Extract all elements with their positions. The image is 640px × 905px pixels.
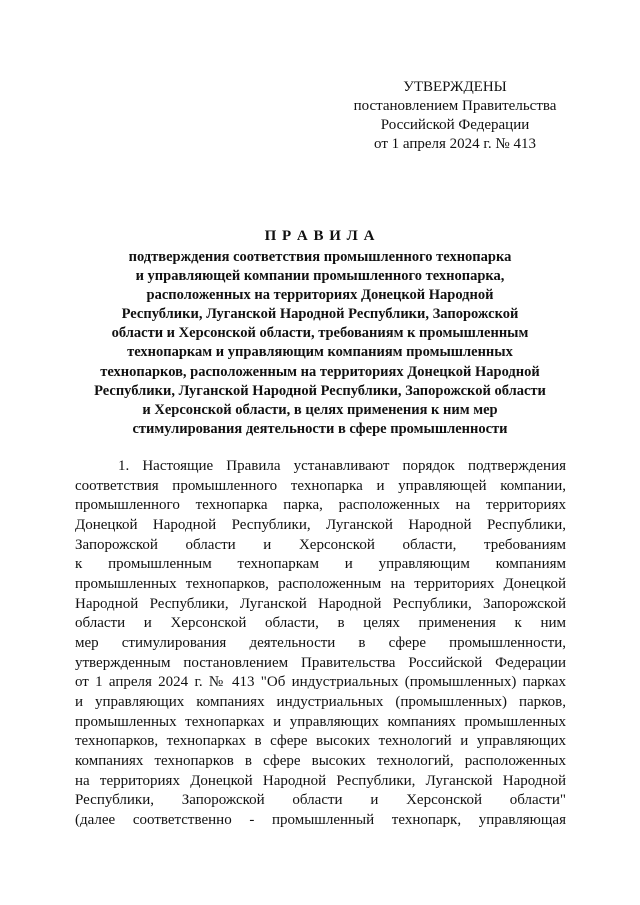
body-line: от 1 апреля 2024 г. № 413 "Об индустриальных (промышленных) парках [75, 674, 566, 691]
subtitle-line: области и Херсонской области, требованиям к промышленным [111, 325, 529, 342]
subtitle-line: расположенных на территориях Донецкой Народной [146, 287, 494, 304]
approval-line: Российской Федерации [380, 117, 530, 133]
body-line: промышленного технопарка парка, расположенных на территориях [75, 497, 566, 514]
subtitle-line: подтверждения соответствия промышленного технопарка [128, 249, 512, 265]
subtitle-line: технопарков, расположенным на территориях Донецкой Народной [100, 363, 540, 380]
subtitle-line: и Херсонской области, в целях применения к ним мер [142, 401, 498, 418]
approval-stamp [345, 78, 565, 154]
subtitle-line: Республики, Луганской Народной Республики, Запорожской области [94, 382, 546, 399]
body-line: Запорожской области и Херсонской области, требованиям [75, 536, 566, 553]
body-line: соответствия промышленного технопарка и управляющей компании, [75, 477, 566, 494]
subtitle-line: и управляющей компании промышленного технопарка, [135, 268, 505, 285]
body-line: Народной Республики, Луганской Народной Республики, Запорожской [75, 595, 566, 612]
body-line: промышленных технопарках и управляющих компаниях промышленных [75, 713, 566, 730]
approval-line: от 1 апреля 2024 г. № 413 [374, 136, 536, 152]
body-paragraph [75, 457, 566, 830]
body-line: к промышленным технопаркам и управляющим компаниям [75, 556, 566, 573]
document-title: П Р А В И Л А [264, 228, 376, 244]
body-line: Республики, Запорожской области и Херсонской области" [75, 792, 566, 809]
body-line: и управляющих компаниях индустриальных (промышленных) парков, [75, 693, 566, 710]
body-line: (далее соответственно - промышленный технопарк, управляющая [75, 811, 566, 828]
body-line: на территориях Донецкой Народной Республики, Луганской Народной [75, 772, 566, 789]
subtitle-line: стимулирования деятельности в сфере промышленности [132, 420, 508, 437]
document-subtitle [60, 248, 580, 439]
subtitle-line: технопаркам и управляющим компаниям промышленных [127, 344, 513, 361]
body-line: утвержденным постановлением Правительства Российской Федерации [75, 654, 566, 671]
body-line: области и Херсонской области, в целях применения к ним [75, 615, 566, 632]
subtitle-line: Республики, Луганской Народной Республики, Запорожской [121, 306, 519, 323]
body-line: мер стимулирования деятельности в сфере промышленности, [75, 634, 566, 651]
approval-line: постановлением Правительства [353, 98, 557, 114]
body-line: 1. Настоящие Правила устанавливают порядок подтверждения [118, 458, 566, 474]
body-line: Донецкой Народной Республики, Луганской Народной Республики, [75, 516, 566, 533]
approval-title: УТВЕРЖДЕНЫ [403, 79, 507, 95]
body-line: компаниях технопарков в сфере высоких технологий, расположенных [75, 752, 566, 769]
body-line: технопарков, технопарках в сфере высоких технологий и управляющих [75, 733, 566, 750]
body-line: промышленных технопарков, расположенным на территориях Донецкой [75, 575, 566, 592]
